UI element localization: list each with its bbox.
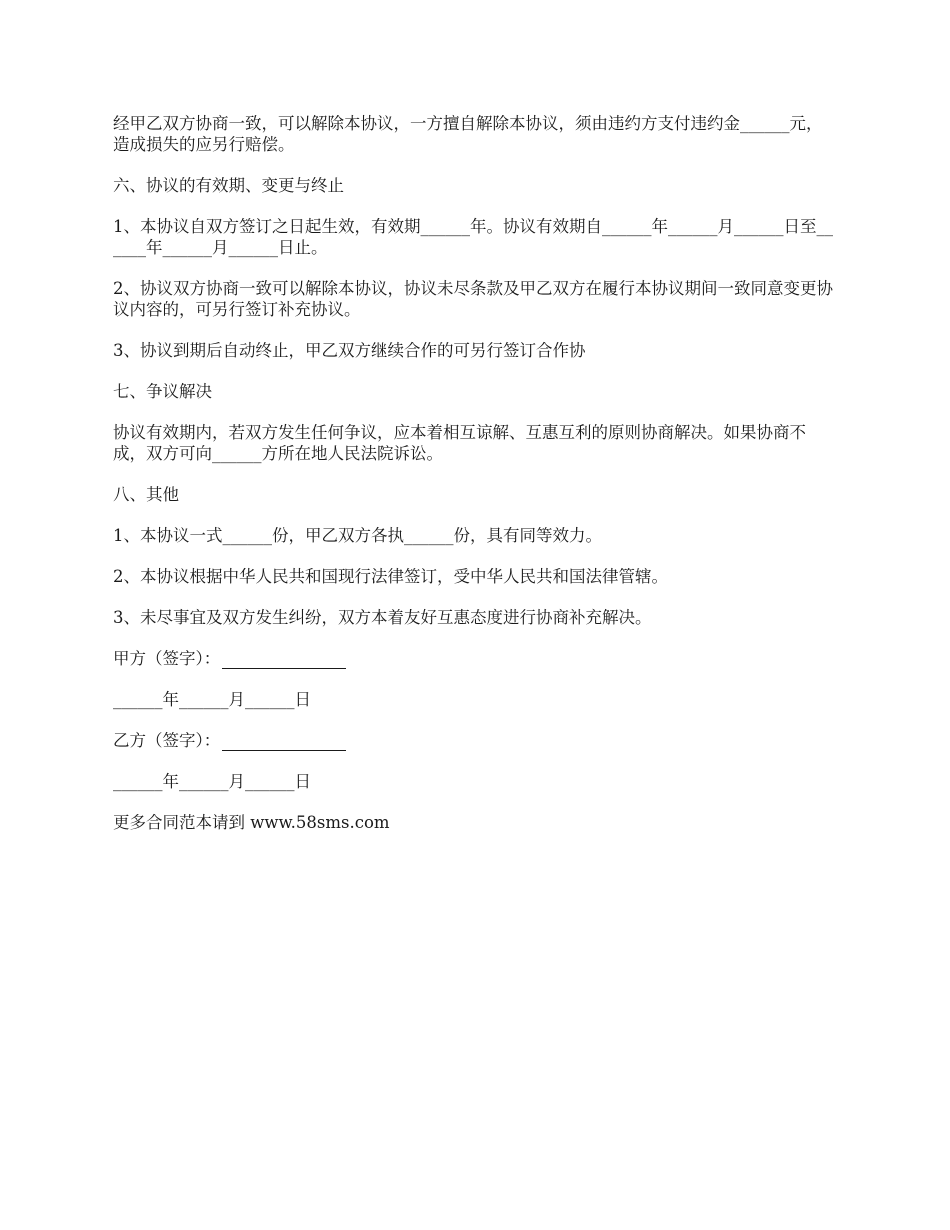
party-b-signature-line — [222, 732, 346, 751]
party-a-date-line: ______年______月______日 — [113, 690, 311, 709]
footer-note: 更多合同范本请到 www.58sms.com — [113, 813, 390, 832]
section-heading-other: 八、其他 — [113, 485, 179, 504]
contract-page — [113, 113, 838, 833]
party-a-signature-row — [113, 648, 838, 669]
party-a-label: 甲方（签字）： — [113, 649, 221, 668]
section-heading-dispute: 七、争议解决 — [113, 382, 212, 401]
party-b-date-line: ______年______月______日 — [113, 772, 311, 791]
clause-termination-penalty: 经甲乙双方协商一致，可以解除本协议，一方擅自解除本协议，须由违约方支付违约金______元，造成损失的应另行赔偿。 — [113, 114, 823, 154]
clause-other-1: 1、本协议一式______份，甲乙双方各执______份，具有同等效力。 — [113, 526, 602, 545]
clause-validity-2: 2、协议双方协商一致可以解除本协议，协议未尽条款及甲乙双方在履行本协议期间一致同意变更协议内容的，可另行签订补充协议。 — [113, 279, 833, 319]
clause-other-2: 2、本协议根据中华人民共和国现行法律签订，受中华人民共和国法律管辖。 — [113, 567, 668, 586]
clause-validity-1: 1、本协议自双方签订之日起生效，有效期______年。协议有效期自______年______月______日至______年______月______日止。 — [113, 217, 833, 257]
party-a-signature-line — [222, 650, 346, 669]
section-heading-validity: 六、协议的有效期、变更与终止 — [113, 176, 344, 195]
clause-validity-3: 3、协议到期后自动终止，甲乙双方继续合作的可另行签订合作协 — [113, 341, 586, 360]
party-b-label: 乙方（签字）： — [113, 731, 221, 750]
clause-other-3: 3、未尽事宜及双方发生纠纷，双方本着友好互惠态度进行协商补充解决。 — [113, 608, 652, 627]
party-b-signature-row — [113, 730, 838, 751]
clause-dispute: 协议有效期内，若双方发生任何争议，应本着相互谅解、互惠互利的原则协商解决。如果协商不成，双方可向______方所在地人民法院诉讼。 — [113, 423, 806, 463]
